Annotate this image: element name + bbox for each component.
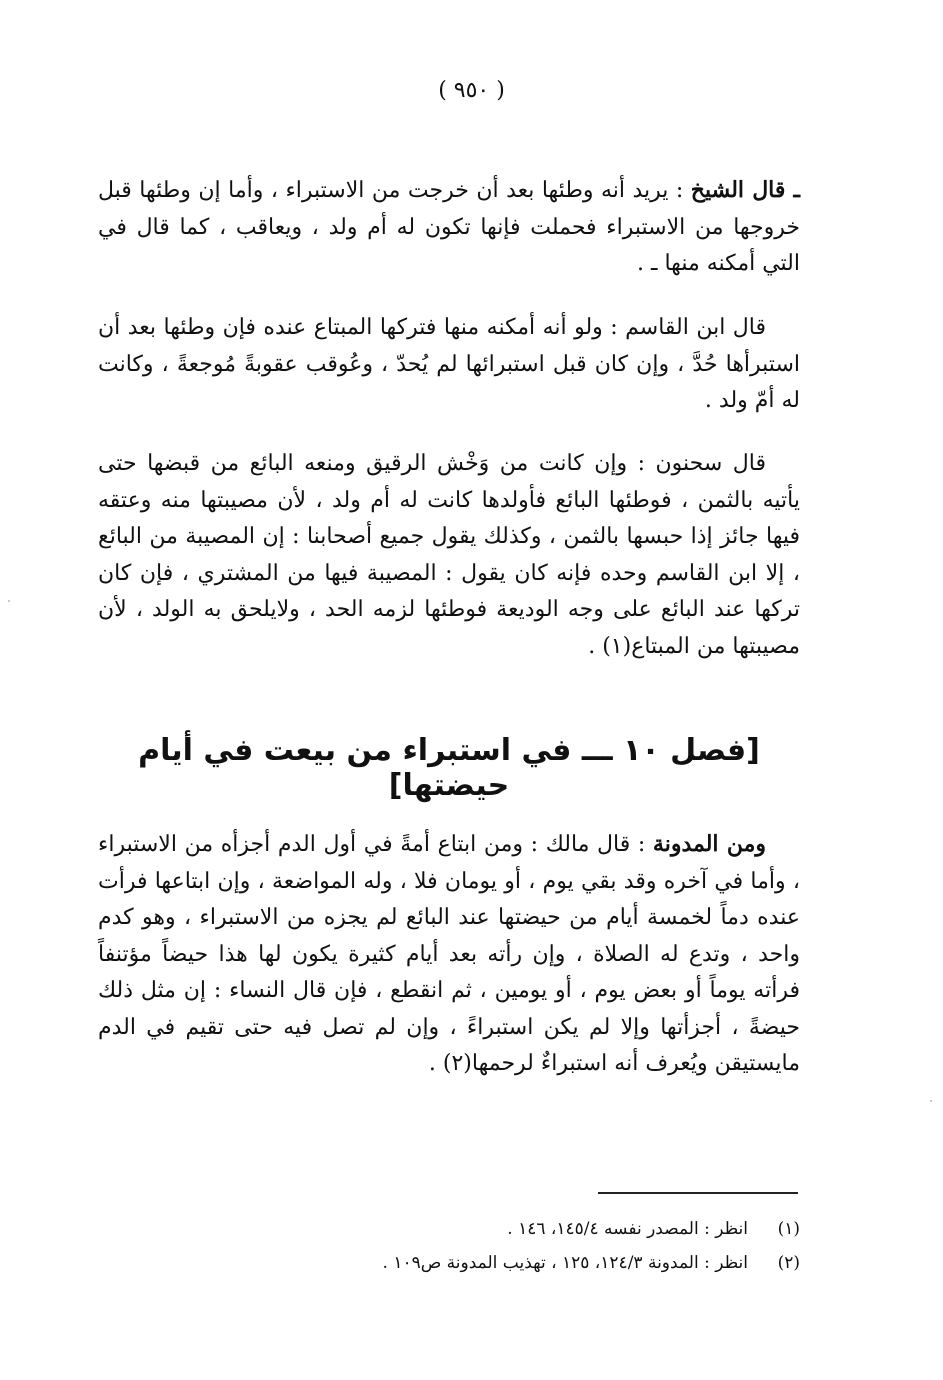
footnote-number: (٢): [777, 1253, 800, 1273]
scan-speck: [930, 1100, 932, 1102]
paragraph-sheikh: [98, 172, 800, 283]
paragraph-sahnun: [98, 446, 800, 665]
paragraph-mudawwana: [98, 826, 800, 1083]
paragraph-text: قال سحنون : وإن كانت من وَخْش الرقيق ومنعه البائع من قبضها حتى يأتيه بالثمن ، فوطئها البائع فأولدها كانت له أم ولد ، لأن مصيبتها منه وعتقه فيها جائز إذا حبسها بالثمن ، وكذلك يقول جميع أصحابنا : إن المصيبة من البائع ، إلا ابن القاسم وحده فإنه كان يقول : المصيبة فيها من المشتري ، فإن كان تركها عند البائع على وجه الوديعة فوطئها لزمه الحد ، ولايلحق به الولد ، لأن مصيبتها من المبتاع(١) .: [98, 451, 800, 659]
footnote-text: انظر : المدونة ١٢٤/٣، ١٢٥ ، تهذيب المدونة ص١٠٩ .: [382, 1253, 748, 1273]
paragraph-text: : قال مالك : ومن ابتاع أمةً في أول الدم أجزأه من الاستبراء ، وأما في آخره وقد بقي يوم ، أو يومان فلا ، وله المواضعة ، وإن ابتاعها فرأت عنده دماً لخمسة أيام من حيضتها عند البائع لم يجزه من الاستبراء ، وهو كدم واحد ، وتدع له الصلاة ، وإن رأته بعد أيام كثيرة يكون لها هذا حيضاً مؤتنفاً فرأته يوماً أو بعض يوم ، أو يومين ، ثم انقطع ، فإن قال النساء : إن مثل ذلك حيضةً ، أجزأتها وإلا لم يكن استبراءً ، وإن لم تصل فيه حتى تقيم في الدم مايستيقن ويُعرف أنه استبراءٌ لرحمها(٢) .: [98, 832, 800, 1076]
paragraph-lead: ـ قال الشيخ: [690, 177, 800, 203]
paragraph-lead: ومن المدونة: [652, 831, 766, 857]
paragraph-text: قال ابن القاسم : ولو أنه أمكنه منها فتركها المبتاع عنده فإن وطئها بعد أن استبرأها حُدَّ ، وإن كان قبل استبرائها لم يُحدّ ، وعُوقب عقوبةً مُوجعةً ، وكانت له أمّ ولد .: [98, 315, 800, 413]
page-number: ( ٩٥٠ ): [438, 78, 505, 103]
section-heading: [فصل ١٠ ـــ في استبراء من بيعت في أيام حيضتها]: [138, 733, 760, 803]
footnote-item: [98, 1246, 800, 1280]
scan-speck: [8, 600, 10, 602]
footnote-number: (١): [777, 1219, 800, 1239]
footnotes: [98, 1212, 800, 1280]
footnote-text: انظر : المصدر نفسه ١٤٥/٤، ١٤٦ .: [507, 1219, 748, 1239]
paragraph-ibn-qasim: [98, 310, 800, 420]
footnote-divider: [598, 1192, 798, 1194]
footnote-item: [98, 1212, 800, 1246]
paragraph-text: : يريد أنه وطئها بعد أن خرجت من الاستبراء ، وأما إن وطئها قبل خروجها من الاستبراء فحملت فإنها تكون له أم ولد ، ويعاقب ، كما قال في التي أمكنه منها ـ .: [98, 178, 800, 276]
